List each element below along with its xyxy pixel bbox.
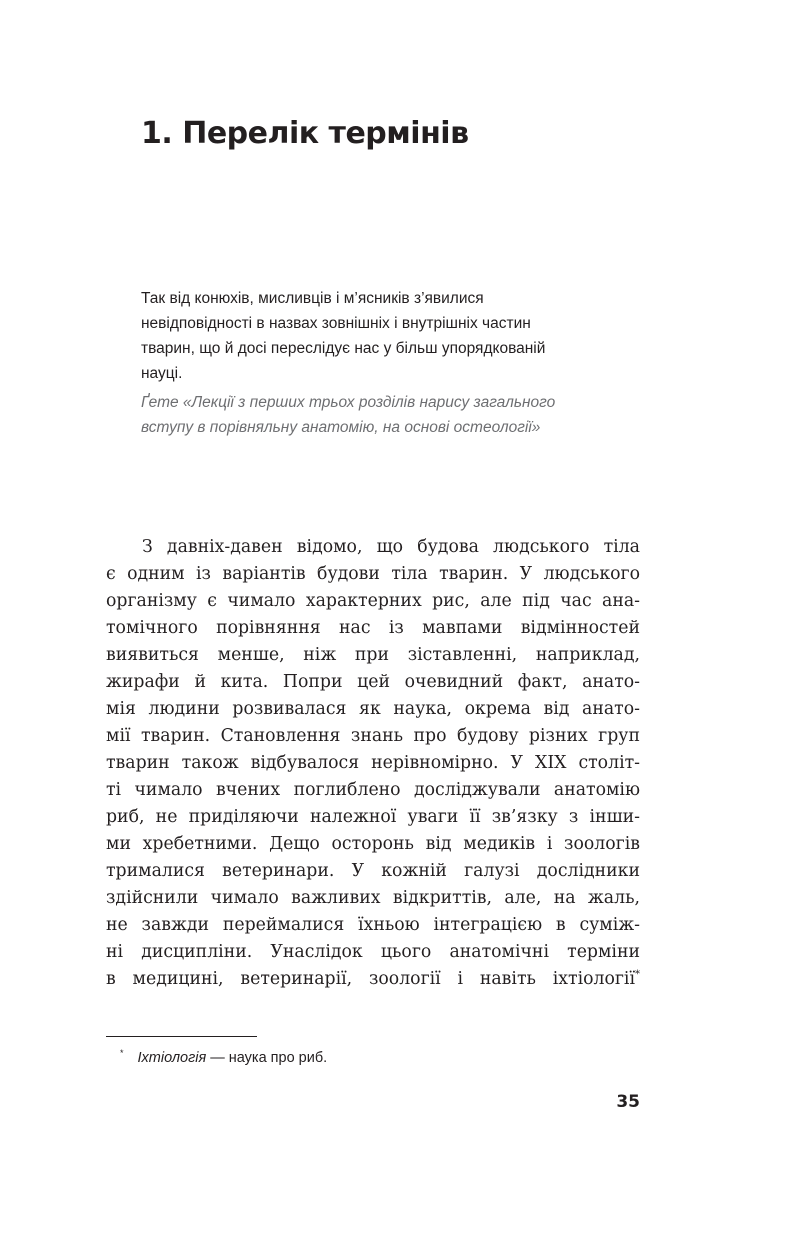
body-line: трималися ветеринари. У кожній галузі дослідники <box>106 861 640 881</box>
body-line: здійснили чимало важливих відкриттів, але, на жаль, <box>106 888 640 908</box>
chapter-title: 1. Перелік термінів <box>141 116 469 151</box>
body-line: З давніх-давен відомо, що будова людського тіла <box>142 537 640 557</box>
body-line: ми хребетними. Дещо осторонь від медиків і зоологів <box>106 834 640 854</box>
epigraph-line: Так від конюхів, мисливців і м’ясників з’явилися <box>141 290 484 307</box>
body-line: ті чимало вчених поглиблено досліджували анатомію <box>106 780 640 800</box>
epigraph-line: тварин, що й досі переслідує нас у більш упорядкованій <box>141 340 546 357</box>
footnote-marker: * <box>120 1048 124 1058</box>
footnote-term: Іхтіологія <box>137 1050 207 1066</box>
page-number: 35 <box>616 1092 640 1112</box>
attribution-line: вступу в порівняльну анатомію, на основі остеології» <box>141 419 541 436</box>
body-line: не завжди переймалися їхньою інтеграцією в суміж- <box>106 915 640 935</box>
footnote-divider <box>106 1036 257 1037</box>
body-line: є одним із варіантів будови тіла тварин. У людського <box>106 564 640 584</box>
epigraph <box>141 286 601 440</box>
body-line: виявиться менше, ніж при зіставленні, наприклад, <box>106 645 640 665</box>
footnote-reference[interactable]: * <box>635 969 640 980</box>
body-line: мія людини розвивалася як наука, окрема від анато- <box>106 699 640 719</box>
epigraph-quote <box>141 286 601 386</box>
body-line: томічного порівняння нас із мавпами відмінностей <box>106 618 640 638</box>
epigraph-attribution <box>141 390 601 440</box>
body-line: ні дисципліни. Унаслідок цього анатомічні терміни <box>106 942 640 962</box>
footnote <box>120 1048 327 1068</box>
body-line-text: в медицині, ветеринарії, зоології і навіть іхтіології <box>106 969 635 989</box>
attribution-line: Ґете «Лекції з перших трьох розділів нарису загального <box>141 394 556 411</box>
body-line: організму є чимало характерних рис, але під час ана- <box>106 591 640 611</box>
body-line: тварин також відбувалося нерівномірно. У XIX століт- <box>106 753 640 773</box>
body-line: жирафи й кита. Попри цей очевидний факт, анато- <box>106 672 640 692</box>
body-paragraph <box>106 534 640 993</box>
footnote-definition: — наука про риб. <box>206 1050 328 1066</box>
epigraph-line: невідповідності в назвах зовнішніх і внутрішніх частин <box>141 315 531 332</box>
body-line: риб, не приділяючи належної уваги її зв’язку з інши- <box>106 807 640 827</box>
body-line-last <box>106 966 640 993</box>
body-line: мії тварин. Становлення знань про будову різних груп <box>106 726 640 746</box>
epigraph-line: науці. <box>141 365 183 382</box>
